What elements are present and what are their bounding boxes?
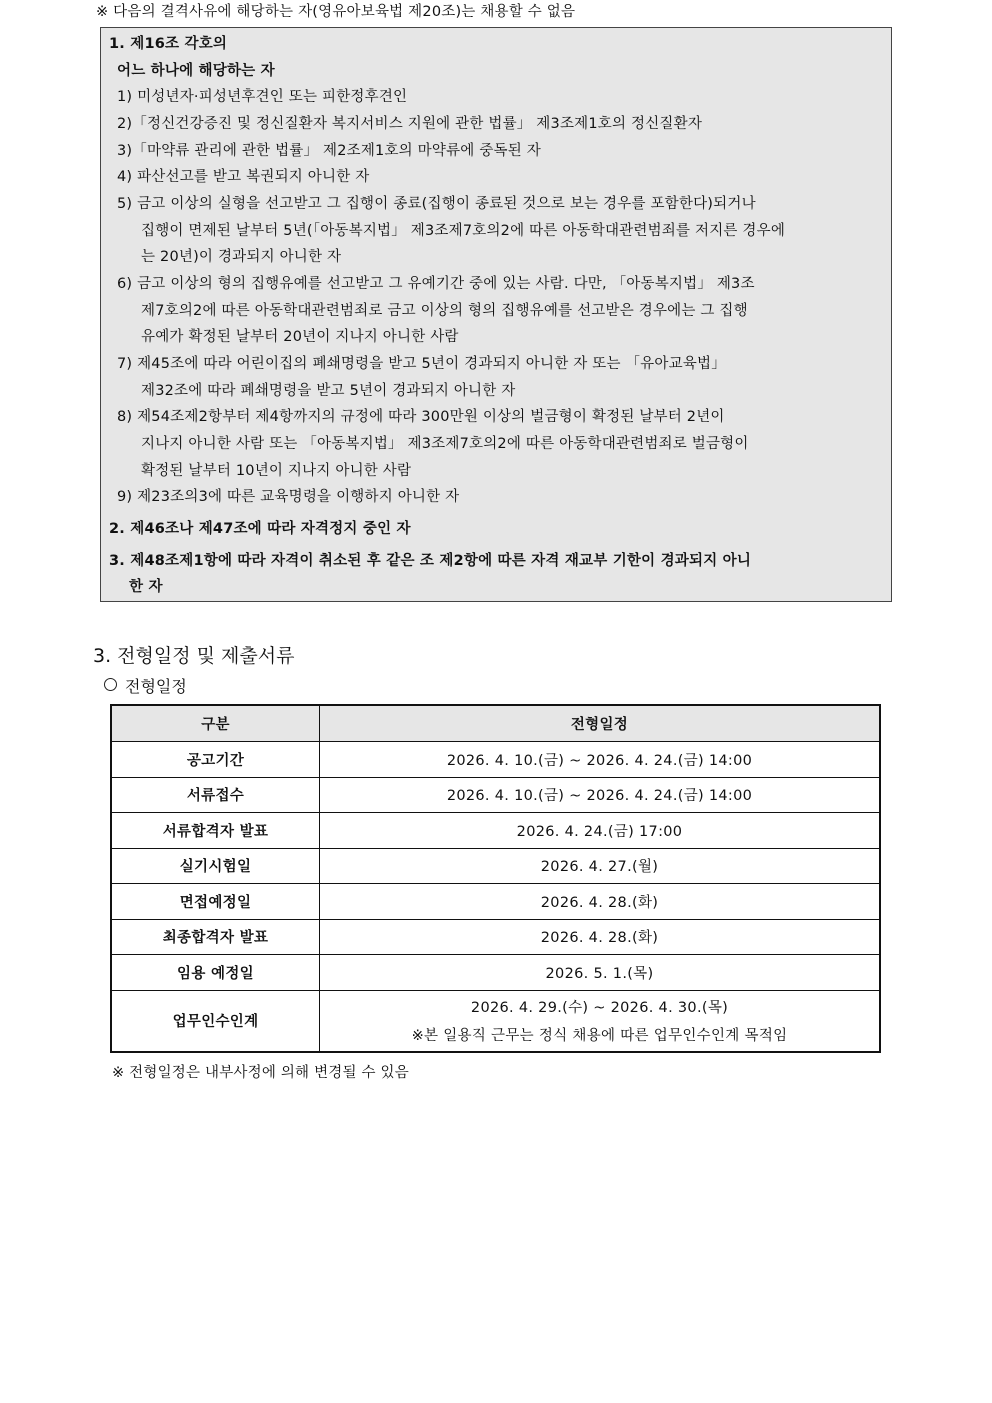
schedule-table [110, 704, 881, 1053]
sub-item-line: 9) 제23조의3에 따른 교육명령을 이행하지 아니한 자 [117, 489, 460, 505]
schedule-note: ※ 전형일정은 내부사정에 의해 변경될 수 있음 [112, 1065, 409, 1081]
sub-item-line: 4) 파산선고를 받고 복권되지 아니한 자 [117, 169, 370, 185]
item-3: 3. 제48조제1항에 따라 자격이 취소된 후 같은 조 제2항에 따른 자격 재교부 기한이 경과되지 아니 [109, 553, 752, 569]
sub-item-line: 지나지 아니한 사람 또는 「아동복지법」 제3조제7호의2에 따른 아동학대관련범죄로 벌금형이 [141, 436, 749, 452]
row-value: 2026. 4. 28.(화) [320, 884, 881, 920]
table-row [111, 884, 880, 920]
row-value-cell [320, 990, 881, 1052]
row-label: 최종합격자 발표 [111, 919, 320, 955]
sub-item-line: 3)「마약류 관리에 관한 법률」 제2조제1호의 마약류에 중독된 자 [117, 143, 541, 159]
row-label: 실기시험일 [111, 848, 320, 884]
circle-bullet-icon [104, 678, 117, 691]
table-row [111, 777, 880, 813]
table-row [111, 813, 880, 849]
sub-item-line: 7) 제45조에 따라 어린이집의 폐쇄명령을 받고 5년이 경과되지 아니한 자 또는 「유아교육법」 [117, 356, 726, 372]
row-value: 2026. 4. 29.(수) ~ 2026. 4. 30.(목) [470, 1000, 729, 1016]
row-label: 업무인수인계 [111, 990, 320, 1052]
row-label: 공고기간 [111, 742, 320, 778]
row-value: 2026. 4. 27.(월) [320, 848, 881, 884]
item-2: 2. 제46조나 제47조에 따라 자격정지 중인 자 [109, 521, 411, 537]
row-value: 2026. 4. 10.(금) ~ 2026. 4. 24.(금) 14:00 [320, 742, 881, 778]
row-value-note: ※본 일용직 근무는 정식 채용에 따른 업무인수인계 목적임 [411, 1028, 788, 1044]
sub-item-line: 는 20년)이 경과되지 아니한 자 [141, 249, 342, 265]
disqualification-box [100, 27, 892, 602]
sub-item-line: 제32조에 따라 폐쇄명령을 받고 5년이 경과되지 아니한 자 [141, 383, 516, 399]
sub-item-line: 5) 금고 이상의 실형을 선고받고 그 집행이 종료(집행이 종료된 것으로 보는 경우를 포함한다)되거나 [117, 196, 756, 212]
row-label: 서류합격자 발표 [111, 813, 320, 849]
sub-item-line: 6) 금고 이상의 형의 집행유예를 선고받고 그 유예기간 중에 있는 사람. 다만, 「아동복지법」 제3조 [117, 276, 755, 292]
table-row [111, 848, 880, 884]
sub-item-line: 유예가 확정된 날부터 20년이 지나지 아니한 사람 [141, 329, 459, 345]
disqualification-note: ※ 다음의 결격사유에 해당하는 자(영유아보육법 제20조)는 채용할 수 없음 [96, 4, 576, 20]
sub-item-line: 제7호의2에 따른 아동학대관련범죄로 금고 이상의 형의 집행유예를 선고받은 경우에는 그 집행 [141, 303, 748, 319]
sub-item-line: 집행이 면제된 날부터 5년(「아동복지법」 제3조제7호의2에 따른 아동학대관련범죄를 저지른 경우에 [141, 223, 786, 239]
column-header: 전형일정 [320, 705, 881, 742]
table-row [111, 742, 880, 778]
sub-item-line: 8) 제54조제2항부터 제4항까지의 규정에 따라 300만원 이상의 벌금형이 확정된 날부터 2년이 [117, 409, 725, 425]
row-label: 서류접수 [111, 777, 320, 813]
section-title: 3. 전형일정 및 제출서류 [93, 645, 295, 667]
sub-item-line: 확정된 날부터 10년이 지나지 아니한 사람 [141, 463, 412, 479]
sub-item-line: 2)「정신건강증진 및 정신질환자 복지서비스 지원에 관한 법률」 제3조제1호의 정신질환자 [117, 116, 703, 132]
subsection-label: 전형일정 [125, 677, 187, 696]
row-value: 2026. 5. 1.(목) [320, 955, 881, 991]
row-value: 2026. 4. 10.(금) ~ 2026. 4. 24.(금) 14:00 [320, 777, 881, 813]
table-header-row [111, 705, 880, 742]
table-row [111, 990, 880, 1052]
column-header: 구분 [111, 705, 320, 742]
item-3-cont: 한 자 [129, 579, 163, 595]
table-row [111, 955, 880, 991]
sub-item-line: 1) 미성년자·피성년후견인 또는 피한정후견인 [117, 89, 408, 105]
row-label: 임용 예정일 [111, 955, 320, 991]
item-1-heading: 1. 제16조 각호의 [109, 36, 228, 52]
row-value: 2026. 4. 24.(금) 17:00 [320, 813, 881, 849]
row-label: 면접예정일 [111, 884, 320, 920]
item-1-heading-cont: 어느 하나에 해당하는 자 [117, 63, 275, 79]
row-value: 2026. 4. 28.(화) [320, 919, 881, 955]
subsection-title [104, 674, 187, 697]
table-row [111, 919, 880, 955]
